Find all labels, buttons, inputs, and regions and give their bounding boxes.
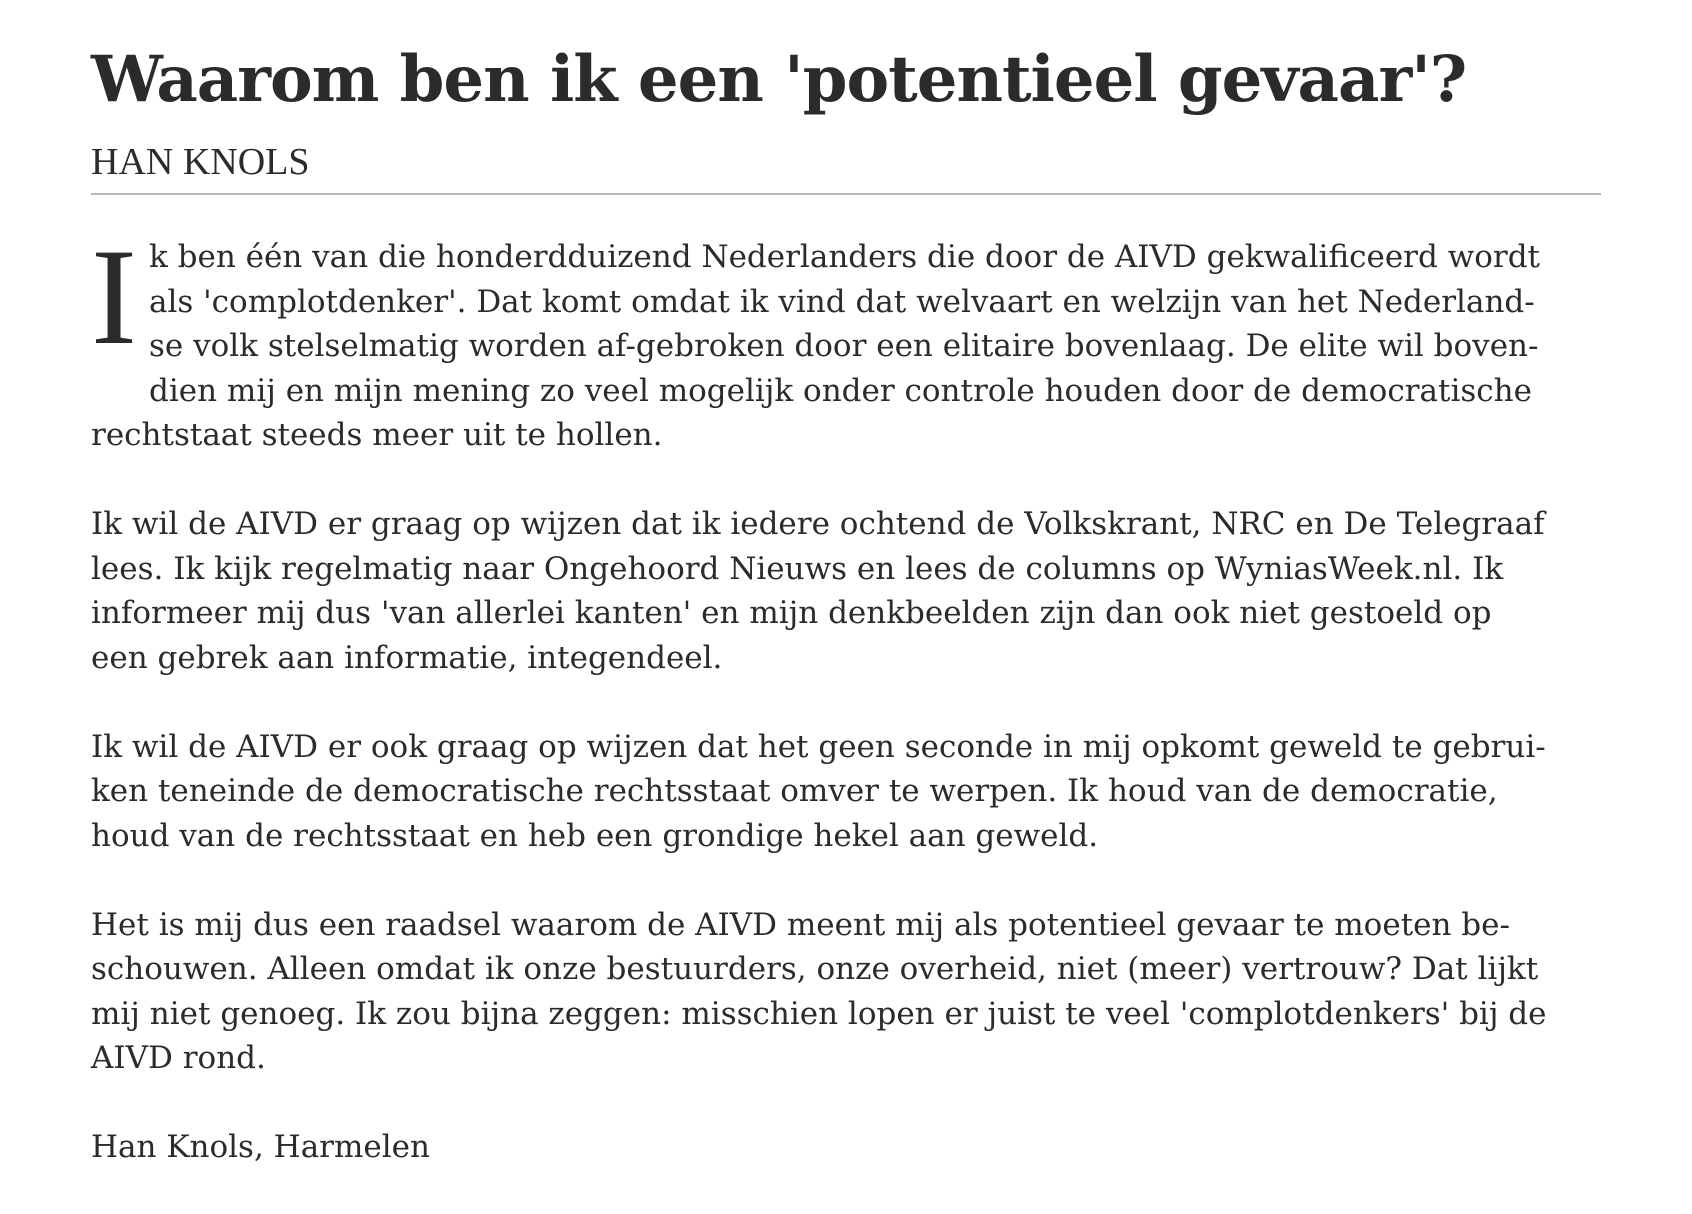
paragraph-line: rechtstaat steeds meer uit te hollen.	[91, 417, 663, 453]
paragraph-1	[91, 220, 1601, 458]
article-author: HAN KNOLS	[91, 142, 1601, 195]
paragraph-line: lees. Ik kijk regelmatig naar Ongehoord Nieuws en lees de columns op WyniasWeek.nl. Ik	[91, 550, 1504, 587]
paragraph-line: dien mij en mijn mening zo veel mogelijk onder controle houden door de democratische	[149, 372, 1532, 409]
article-title: Waarom ben ik een 'potentieel gevaar'?	[91, 42, 1467, 117]
paragraph-line: Ik wil de AIVD er graag op wijzen dat ik iedere ochtend de Volkskrant, NRC en De Telegraaf	[91, 506, 1545, 542]
paragraph-4	[91, 903, 1601, 1081]
paragraph-line: een gebrek aan informatie, integendeel.	[91, 639, 723, 676]
paragraph-line: schouwen. Alleen omdat ik onze bestuurders, onze overheid, niet (meer) vertrouw? Dat lijkt	[91, 951, 1539, 987]
paragraph-line: Het is mij dus een raadsel waarom de AIVD meent mij als potentieel gevaar te moeten be-	[91, 906, 1510, 943]
article	[91, 40, 1601, 1214]
drop-cap: I	[91, 220, 137, 373]
signature: Han Knols, Harmelen	[91, 1129, 430, 1165]
paragraph-line: houd van de rechtsstaat en heb een grondige hekel aan geweld.	[91, 817, 1099, 854]
paragraph-line: k ben één van die honderdduizend Nederlanders die door de AIVD gekwalificeerd wordt	[149, 239, 1541, 275]
paragraph-line: AIVD rond.	[91, 1040, 266, 1076]
paragraph-3	[91, 725, 1601, 859]
paragraph-line: als 'complotdenker'. Dat komt omdat ik vind dat welvaart en welzijn van het Nederland-	[149, 283, 1535, 320]
paragraph-line: Ik wil de AIVD er ook graag op wijzen dat het geen seconde in mij opkomt geweld te gebrui-	[91, 728, 1546, 765]
paragraph-line: informeer mij dus 'van allerlei kanten' en mijn denkbeelden zijn dan ook niet gestoeld op	[91, 595, 1492, 631]
paragraph-line: ken teneinde de democratische rechtsstaat omver te werpen. Ik houd van de democratie,	[91, 773, 1498, 809]
paragraph-line: se volk stelselmatig worden af-gebroken door een elitaire bovenlaag. De elite wil boven-	[149, 328, 1539, 364]
paragraph-2	[91, 502, 1601, 680]
paragraph-line: mij niet genoeg. Ik zou bijna zeggen: misschien lopen er juist te veel 'complotdenkers' bij de	[91, 995, 1547, 1032]
article-body	[91, 220, 1601, 1170]
